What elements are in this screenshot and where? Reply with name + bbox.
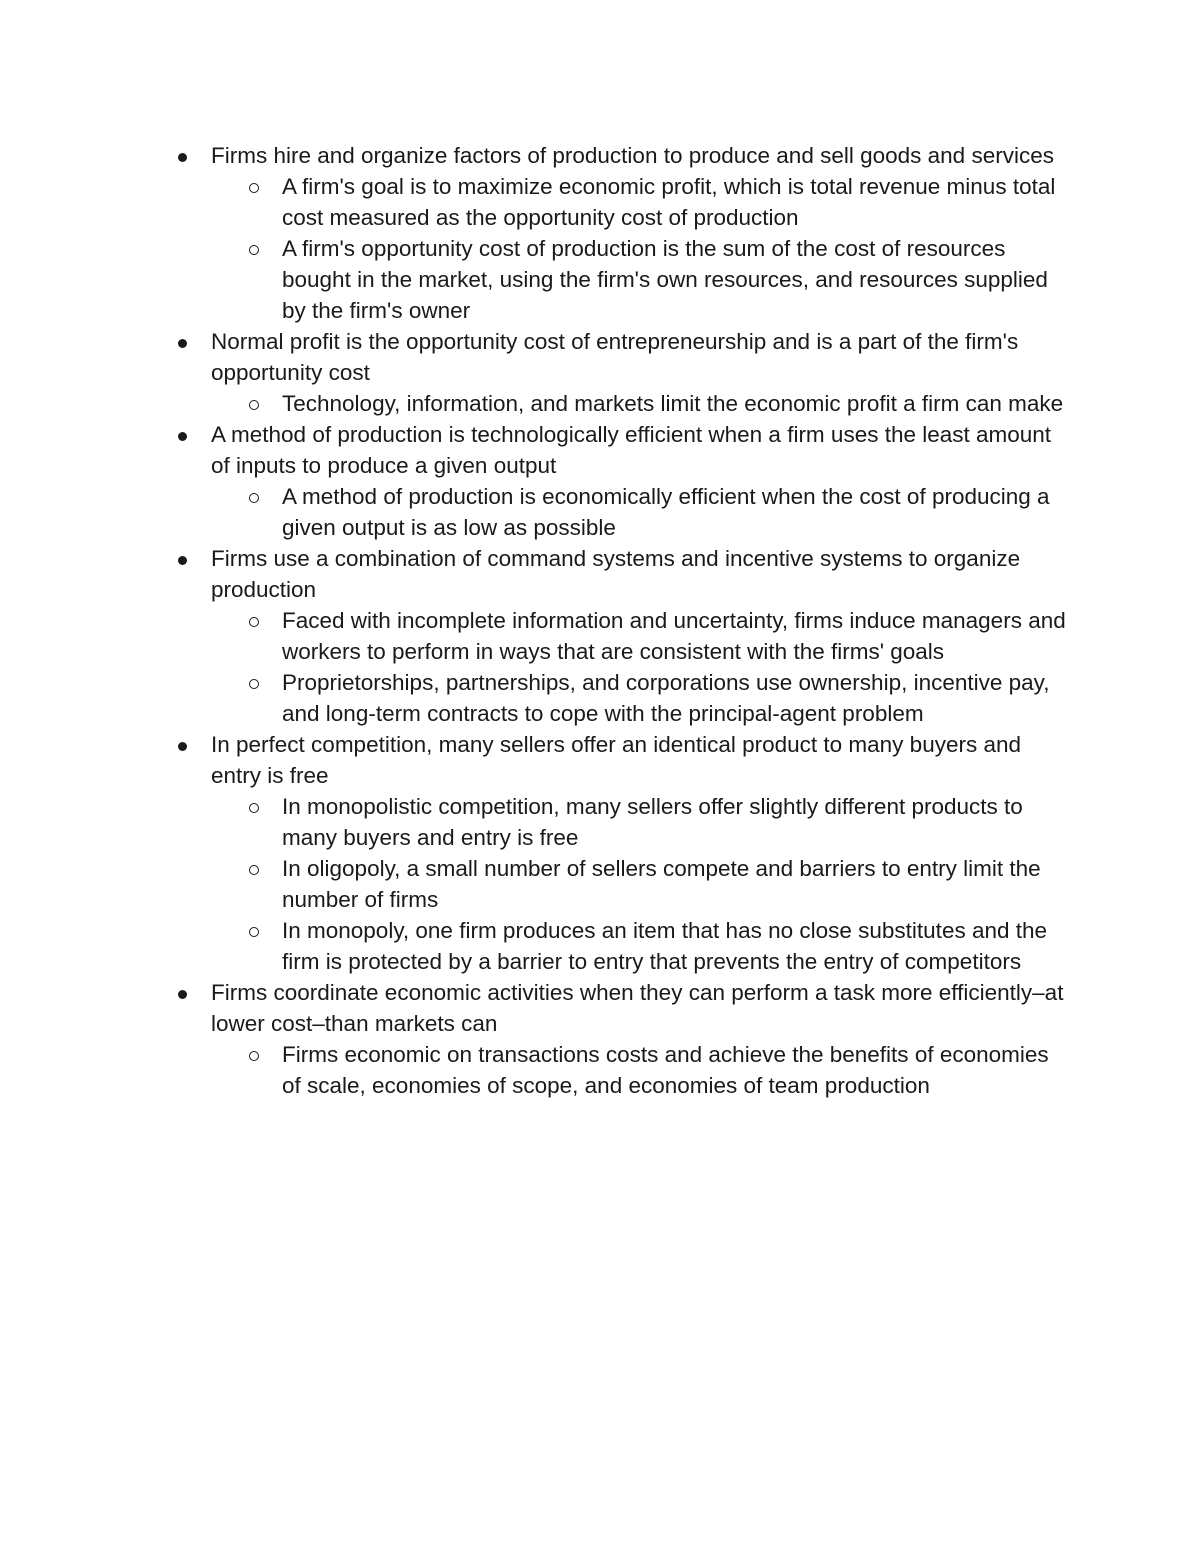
- bullet-item: [0, 419, 1071, 481]
- bullet-item: [0, 977, 1071, 1039]
- sub-bullet-item: [0, 667, 1072, 729]
- bullet-text: In perfect competition, many sellers offer an identical product to many buyers and entry is free: [211, 732, 1022, 788]
- bullet-text: Normal profit is the opportunity cost of entrepreneurship and is a part of the firm's opportunity cost: [211, 329, 1019, 385]
- bullet-item: [0, 729, 1071, 791]
- bullet-item: [0, 326, 1071, 388]
- sub-bullet-item: [0, 1039, 1072, 1101]
- sub-bullet-item: [0, 481, 1072, 543]
- sub-bullet-text: Firms economic on transactions costs and achieve the benefits of economies of scale, economies of scope, and economies of team production: [282, 1042, 1049, 1098]
- sub-bullet-item: [0, 233, 1072, 326]
- bullet-text: Firms coordinate economic activities when they can perform a task more efficiently–at lower cost–than markets can: [211, 980, 1064, 1036]
- bullet-text: Firms use a combination of command systems and incentive systems to organize production: [211, 546, 1021, 602]
- bullet-text: Firms hire and organize factors of production to produce and sell goods and services: [211, 143, 1054, 168]
- bullet-item: [0, 140, 1071, 171]
- sub-bullet-text: In monopolistic competition, many sellers offer slightly different products to many buyers and entry is free: [282, 794, 1023, 850]
- bullet-text: A method of production is technologically efficient when a firm uses the least amount of inputs to produce a given output: [211, 422, 1052, 478]
- sub-bullet-item: [0, 791, 1072, 853]
- sub-bullet-text: A firm's goal is to maximize economic profit, which is total revenue minus total cost measured as the opportunity cost of production: [282, 174, 1056, 230]
- sub-bullet-text: In monopoly, one firm produces an item that has no close substitutes and the firm is protected by a barrier to entry that prevents the entry of competitors: [282, 918, 1048, 974]
- sub-bullet-item: [0, 915, 1072, 977]
- sub-bullet-item: [0, 853, 1072, 915]
- sub-bullet-item: [0, 605, 1072, 667]
- sub-bullet-text: A firm's opportunity cost of production is the sum of the cost of resources bought in the market, using the firm's own resources, and resources supplied by the firm's owner: [282, 236, 1048, 323]
- sub-bullet-text: Proprietorships, partnerships, and corporations use ownership, incentive pay, and long-term contracts to cope with the principal-agent problem: [282, 670, 1050, 726]
- bullet-outline: [0, 140, 1200, 1101]
- bullet-item: [0, 543, 1071, 605]
- sub-bullet-text: Faced with incomplete information and uncertainty, firms induce managers and workers to perform in ways that are consistent with the firms' goals: [282, 608, 1066, 664]
- sub-bullet-text: In oligopoly, a small number of sellers compete and barriers to entry limit the number of firms: [282, 856, 1041, 912]
- sub-bullet-item: [0, 388, 1072, 419]
- sub-bullet-text: A method of production is economically efficient when the cost of producing a given output is as low as possible: [282, 484, 1050, 540]
- sub-bullet-item: [0, 171, 1072, 233]
- sub-bullet-text: Technology, information, and markets limit the economic profit a firm can make: [282, 391, 1064, 416]
